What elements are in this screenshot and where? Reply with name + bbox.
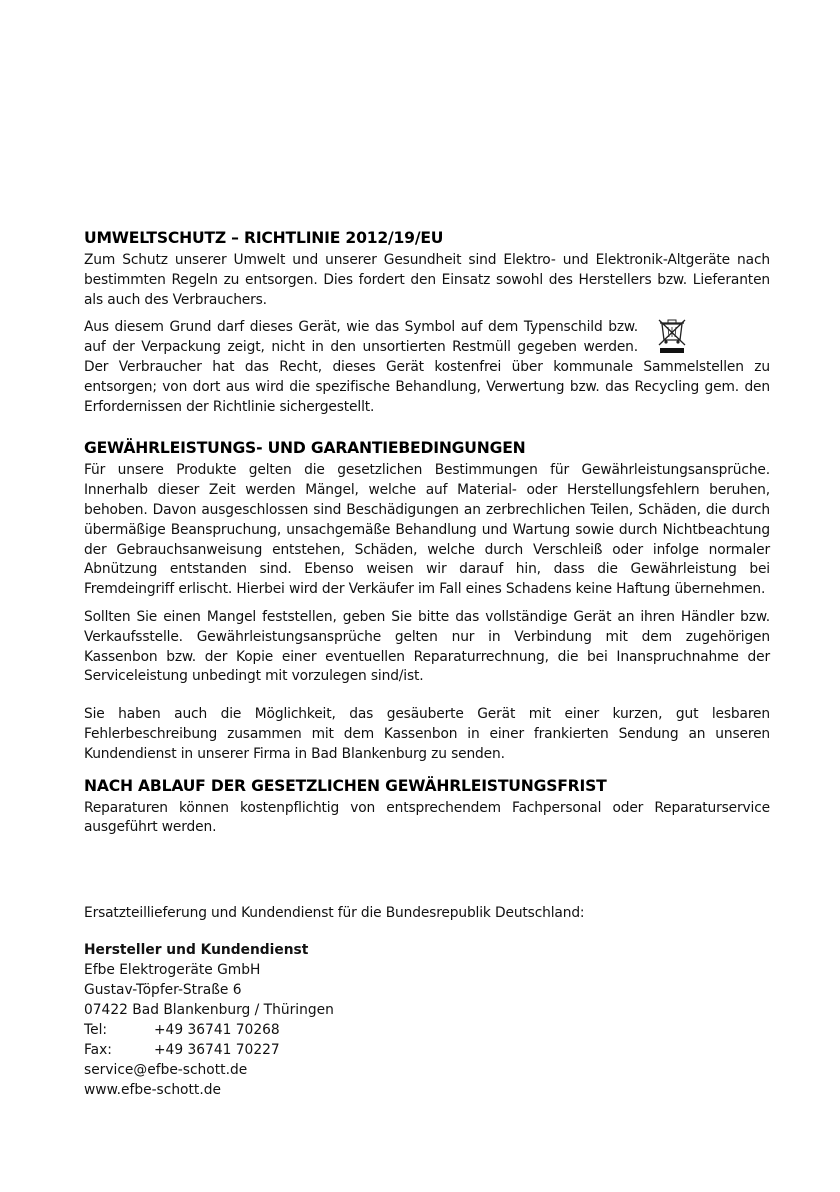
paragraph-umweltschutz-2: [84, 318, 770, 417]
contact-intro: Ersatzteillieferung und Kundendienst für die Bundesrepublik Deutschland:: [84, 905, 585, 922]
document-content: [84, 225, 770, 1100]
phone-row: [84, 1020, 770, 1040]
phone-label: Tel:: [84, 1021, 108, 1038]
section-heading-umweltschutz: UMWELTSCHUTZ – RICHTLINIE 2012/19/EU: [84, 229, 444, 247]
fax-label: Fax:: [84, 1041, 112, 1058]
fax-number: +49 36741 70227: [154, 1041, 280, 1058]
company-name: Efbe Elektrogeräte GmbH: [84, 961, 261, 978]
paragraph-umweltschutz-2-start: Aus diesem Grund darf dieses Gerät, wie das Symbol: [84, 319, 461, 336]
paragraph-gewaehrleistung-2: Sollten Sie einen Mangel feststellen, geben Sie bitte das vollständige Gerät an ihren Händler bzw. Verkaufsstelle. Gewährleistungsansprüche gelten nur in Verbindung mit dem zugehörigen Kassenbon bzw. der Kopie einer eventuellen Reparaturrechnung, die bei Inanspruchnahme der Serviceleistung unbedingt mit vorzulegen sind/ist.: [84, 608, 770, 685]
paragraph-gewaehrleistung-3: Sie haben auch die Möglichkeit, das gesäuberte Gerät mit einer kurzen, gut lesbaren Fehlerbeschreibung zusammen mit dem Kassenbon in einer frankierten Sendung an unseren Kundendienst in unserer Firma in Bad Blankenburg zu senden.: [84, 706, 770, 762]
company-street: Gustav-Töpfer-Straße 6: [84, 981, 242, 998]
email-link[interactable]: service@efbe-schott.de: [84, 1061, 248, 1078]
paragraph-umweltschutz-2-rest: auf dem Typenschild bzw. auf der Verpackung zeigt, nicht in den unsortierten Restmüll gegeben werden. Der Verbraucher hat das Recht, dieses Gerät kostenfrei über kommunale Sammelstellen zu entsorgen; von dort aus wird die spezifische Behandlung, Verwertung bzw. das Recycling gem. den Erfordernissen der Richtlinie sichergestellt.: [84, 319, 770, 415]
phone-number[interactable]: +49 36741 70268: [154, 1021, 280, 1038]
fax-row: [84, 1040, 770, 1060]
contact-block: [84, 940, 770, 1100]
company-city: 07422 Bad Blankenburg / Thüringen: [84, 1001, 334, 1018]
section-heading-nach-ablauf: NACH ABLAUF DER GESETZLICHEN GEWÄHRLEISTUNGSFRIST: [84, 776, 607, 795]
paragraph-gewaehrleistung-1: Für unsere Produkte gelten die gesetzlichen Bestimmungen für Gewährleistungsansprüche. Innerhalb dieser Zeit werden Mängel, welche auf Material- oder Herstellungsfehlern beruhen, behoben. Davon ausgeschlossen sind Beschädigungen an zerbrechlichen Teilen, Schäden, die durch übermäßige Beanspruchung, unsachgemäße Behandlung und Wartung sowie durch Nichtbeachtung der Gebrauchsanweisung entstehen, Schäden, welche durch Verschleiß oder infolge normaler Abnützung entstanden sind. Ebenso weisen wir darauf hin, dass die Gewährleistung bei Fremdeingriff erlischt. Hierbei wird der Verkäufer im Fall eines Schadens keine Haftung übernehmen.: [84, 462, 770, 598]
section-heading-gewaehrleistung: GEWÄHRLEISTUNGS- UND GARANTIEBEDINGUNGEN: [84, 439, 526, 458]
crossed-out-wheeled-bin-icon: [646, 318, 698, 354]
paragraph-nach-ablauf: Reparaturen können kostenpflichtig von entsprechendem Fachpersonal oder Reparaturservice ausgeführt werden.: [84, 799, 770, 836]
paragraph-umweltschutz-1: Zum Schutz unserer Umwelt und unserer Gesundheit sind Elektro- und Elektronik-Altgeräte nach bestimmten Regeln zu entsorgen. Dies fordert den Einsatz sowohl des Herstellers bzw. Lieferanten als auch des Verbrauchers.: [84, 252, 770, 308]
website-link[interactable]: www.efbe-schott.de: [84, 1081, 221, 1098]
contact-title: Hersteller und Kundendienst: [84, 941, 309, 958]
